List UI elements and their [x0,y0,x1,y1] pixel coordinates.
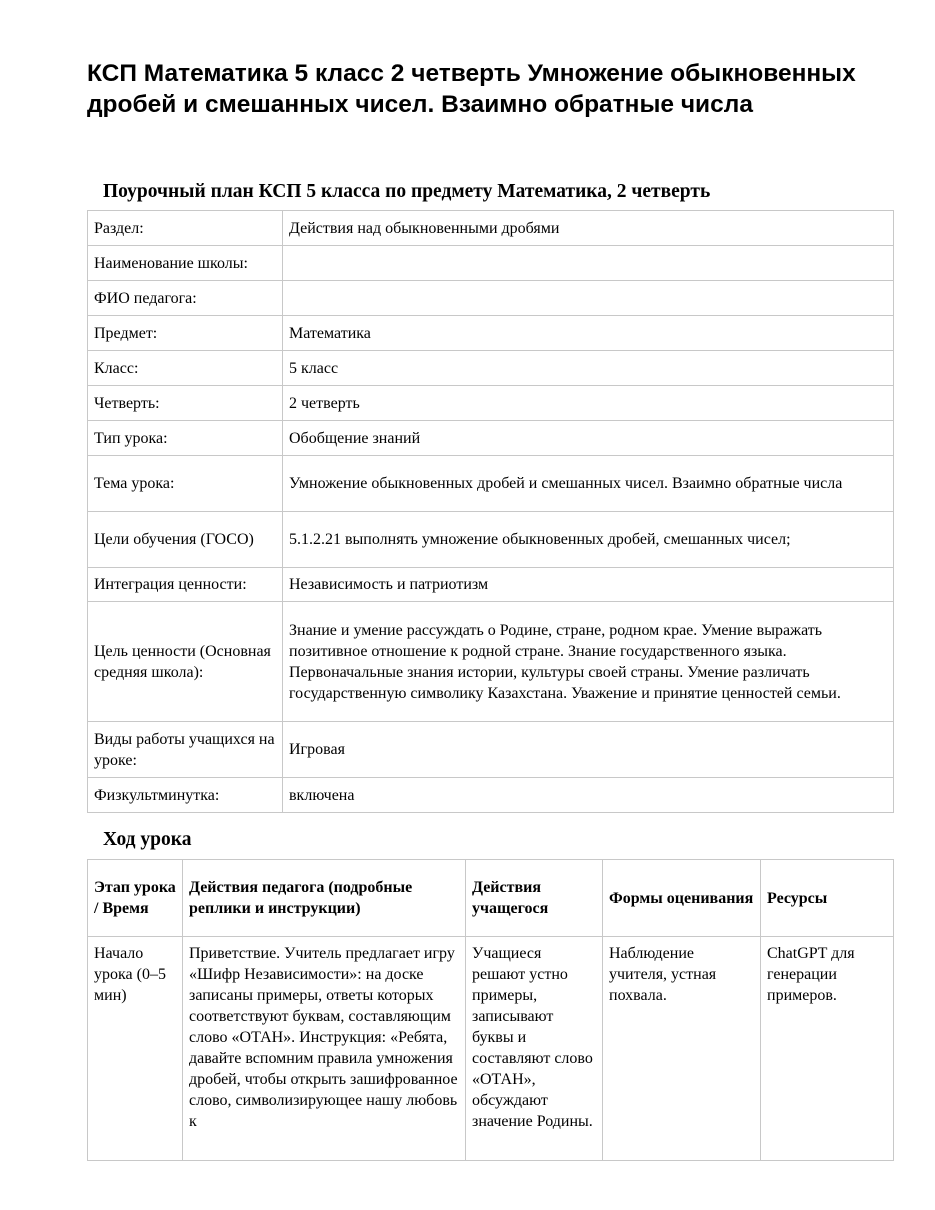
info-label: Цели обучения (ГОСО) [88,512,283,568]
info-value: 5.1.2.21 выполнять умножение обыкновенных дробей, смешанных чисел; [283,512,894,568]
info-value: Математика [283,316,894,351]
info-value [283,246,894,281]
info-value: Знание и умение рассуждать о Родине, стране, родном крае. Умение выражать позитивное отношение к родной стране. Знание государственного языка. Первоначальные знания истории, культуры своей страны. Умение различать государственную символику Казахстана. Уважение и принятие ценностей семьи. [283,602,894,722]
lesson-info-table [87,210,894,813]
cell-teacher-actions: Приветствие. Учитель предлагает игру «Шифр Независимости»: на доске записаны примеры, ответы которых соответствуют буквам, составляющим слово «ОТАН». Инструкция: «Ребята, давайте вспомним правила умножения дробей, чтобы открыть зашифрованное слово, символизирующее нашу любовь к [183,937,466,1161]
info-value [283,281,894,316]
info-value: Игровая [283,722,894,778]
header-stage: Этап урока / Время [88,860,183,937]
table-row [88,722,894,778]
header-teacher-actions: Действия педагога (подробные реплики и инструкции) [183,860,466,937]
table-row [88,778,894,813]
info-label: Физкультминутка: [88,778,283,813]
cell-student-actions: Учащиеся решают устно примеры, записывают буквы и составляют слово «ОТАН», обсуждают значение Родины. [466,937,603,1161]
table-row [88,456,894,512]
info-label: Предмет: [88,316,283,351]
info-value: 5 класс [283,351,894,386]
header-resources: Ресурсы [761,860,894,937]
info-label: Класс: [88,351,283,386]
cell-resources: ChatGPT для генерации примеров. [761,937,894,1161]
info-label: Цель ценности (Основная средняя школа): [88,602,283,722]
info-label: Тема урока: [88,456,283,512]
table-row [88,281,894,316]
table-row [88,316,894,351]
header-assessment: Формы оценивания [603,860,761,937]
table-row [88,937,894,1161]
table-row [88,246,894,281]
info-value: Независимость и патриотизм [283,568,894,602]
header-student-actions: Действия учащегося [466,860,603,937]
info-label: Раздел: [88,211,283,246]
info-value: включена [283,778,894,813]
info-value: 2 четверть [283,386,894,421]
info-value: Действия над обыкновенными дробями [283,211,894,246]
cell-assessment: Наблюдение учителя, устная похвала. [603,937,761,1161]
table-row [88,351,894,386]
table-row [88,421,894,456]
table-row [88,386,894,421]
info-value: Обобщение знаний [283,421,894,456]
table-row [88,211,894,246]
lesson-progress-heading: Ход урока [103,829,192,850]
table-row [88,512,894,568]
document-title: КСП Математика 5 класс 2 четверть Умножение обыкновенных дробей и смешанных чисел. Взаимно обратные числа [87,60,856,118]
info-value: Умножение обыкновенных дробей и смешанных чисел. Взаимно обратные числа [283,456,894,512]
table-header-row [88,860,894,937]
plan-heading: Поурочный план КСП 5 класса по предмету Математика, 2 четверть [103,181,711,202]
lesson-progress-table [87,859,894,1161]
info-label: Виды работы учащихся на уроке: [88,722,283,778]
info-label: Интеграция ценности: [88,568,283,602]
info-label: ФИО педагога: [88,281,283,316]
info-label: Тип урока: [88,421,283,456]
table-row [88,602,894,722]
table-row [88,568,894,602]
info-label: Наименование школы: [88,246,283,281]
info-label: Четверть: [88,386,283,421]
cell-stage: Начало урока (0–5 мин) [88,937,183,1161]
